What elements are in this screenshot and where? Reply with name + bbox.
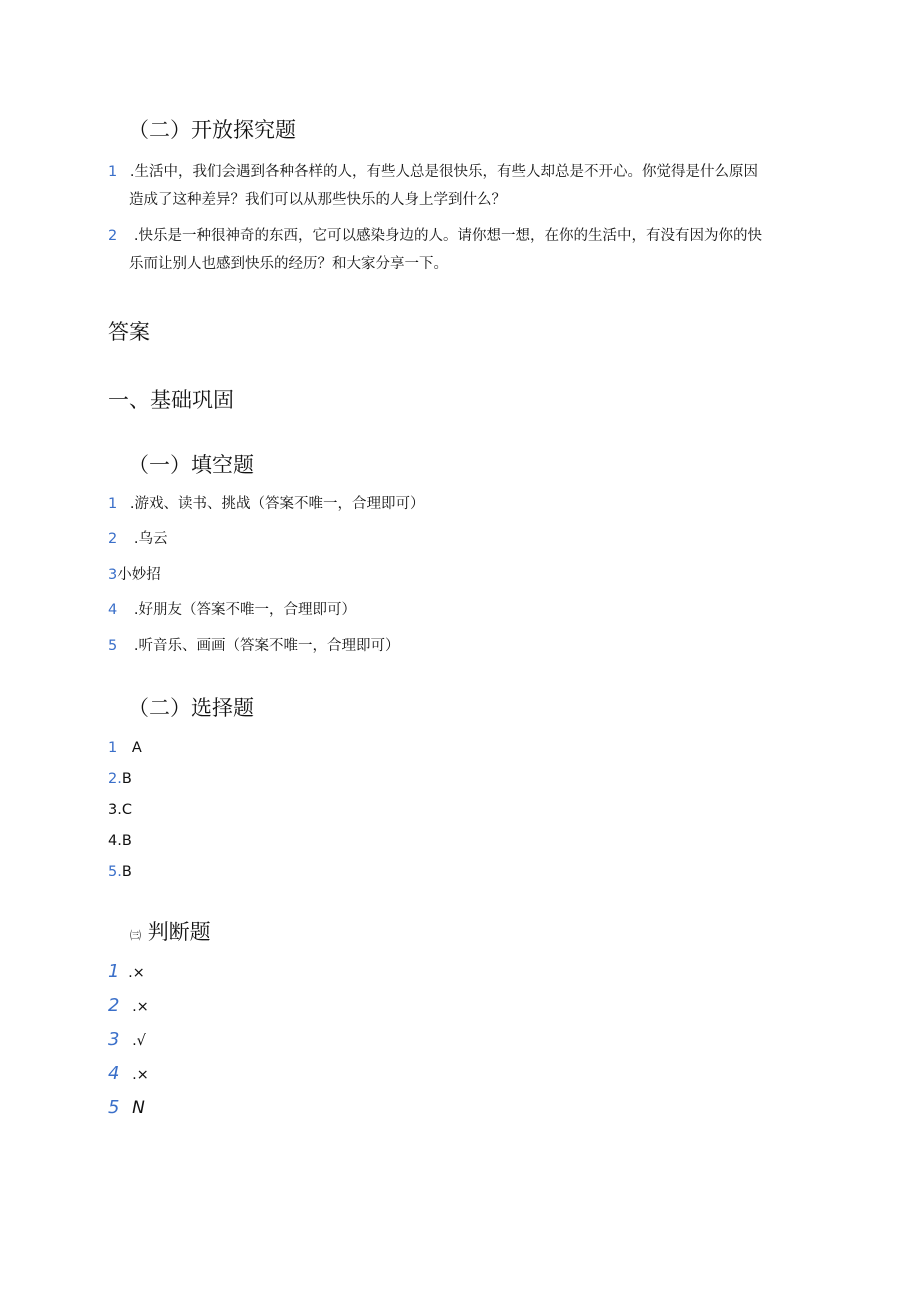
section-title-text: 判断题 (147, 920, 211, 944)
item-text: .乌云 (133, 531, 168, 547)
choice-item-5 (108, 858, 132, 886)
fill-item-5 (108, 632, 399, 660)
fill-item-3 (108, 561, 161, 589)
item-number: 1 (108, 961, 120, 982)
item-number: 2 (108, 531, 118, 547)
item-number: 3. (108, 802, 122, 818)
item-number: 2 (108, 995, 120, 1016)
answer-title: 答案 (108, 320, 150, 344)
open-question-1 (108, 158, 758, 186)
item-number: 1 (108, 496, 118, 512)
question-number: 1 (108, 164, 118, 180)
item-text: .× (132, 1067, 149, 1083)
choice-item-3 (108, 796, 132, 824)
item-number: 2. (108, 771, 122, 787)
item-text: .√ (132, 1033, 146, 1049)
item-text: C (121, 802, 132, 818)
item-number: 3 (108, 1029, 120, 1050)
item-number: 1 (108, 740, 118, 756)
item-number: 5. (108, 864, 122, 880)
fill-item-1 (108, 490, 424, 518)
item-text: B (121, 833, 132, 849)
question-number: 2 (108, 228, 118, 244)
open-section-title: （二）开放探究题 (128, 118, 296, 142)
item-number: 5 (108, 1097, 120, 1118)
judge-item-1 (108, 958, 145, 987)
item-number: 3 (108, 567, 118, 583)
judge-item-5 (108, 1094, 145, 1123)
choice-section-title: （二）选择题 (128, 696, 254, 720)
choice-item-2 (108, 765, 132, 793)
item-number: 4 (108, 602, 118, 618)
judge-section-title (130, 916, 211, 946)
choice-item-4 (108, 827, 132, 855)
item-text: N (132, 1098, 145, 1118)
question-text-line1: .生活中，我们会遇到各种各样的人，有些人总是很快乐，有些人却总是不开心。你觉得是什么原因 (129, 164, 758, 180)
item-text: B (121, 771, 132, 787)
fill-item-2 (108, 525, 167, 553)
question-text-line1: .快乐是一种很神奇的东西，它可以感染身边的人。请你想一想，在你的生活中，有没有因为你的快 (133, 228, 762, 244)
item-text: .好朋友（答案不唯一，合理即可） (133, 602, 356, 618)
fill-section-title: （一）填空题 (128, 453, 254, 477)
item-text: B (121, 864, 132, 880)
choice-item-1 (108, 734, 142, 762)
question-text-line2: 造成了这种差异？我们可以从那些快乐的人身上学到什么？ (129, 192, 506, 208)
judge-item-4 (108, 1060, 149, 1089)
item-text: .× (128, 965, 145, 981)
part-one-title: 一、基础巩固 (108, 388, 234, 412)
section-number: ㈢ (130, 929, 141, 942)
question-text-line2: 乐而让别人也感到快乐的经历？和大家分享一下。 (129, 256, 448, 272)
fill-item-4 (108, 596, 356, 624)
judge-item-3 (108, 1026, 146, 1055)
item-text: .游戏、读书、挑战（答案不唯一，合理即可） (129, 496, 425, 512)
judge-item-2 (108, 992, 149, 1021)
item-text: 小妙招 (117, 567, 161, 583)
item-text: .× (132, 999, 149, 1015)
item-number: 4 (108, 1063, 120, 1084)
item-text: .听音乐、画画（答案不唯一，合理即可） (133, 638, 400, 654)
open-question-2 (108, 222, 762, 250)
item-text: A (131, 740, 142, 756)
item-number: 4. (108, 833, 122, 849)
item-number: 5 (108, 638, 118, 654)
